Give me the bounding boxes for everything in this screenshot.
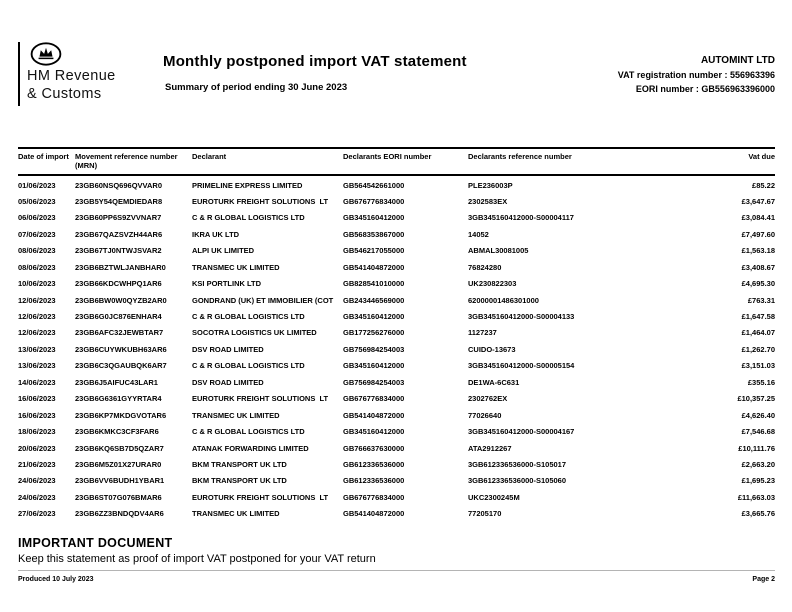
mrn-cell: 23GB67QAZSVZH44AR6 — [75, 229, 163, 239]
date-cell: 24/06/2023 — [18, 492, 56, 502]
table-row — [18, 357, 775, 373]
date-cell: 06/06/2023 — [18, 213, 56, 223]
table-body — [18, 176, 775, 521]
reference-cell: 62000001486301000 — [468, 295, 539, 305]
declarant-cell: EUROTURK FREIGHT SOLUTIONS LT — [192, 394, 329, 404]
date-cell: 21/06/2023 — [18, 459, 56, 469]
declarant-cell: TRANSMEC UK LIMITED — [192, 509, 280, 519]
declarant-cell: EUROTURK FREIGHT SOLUTIONS LT — [192, 196, 329, 206]
mrn-cell: 23GB6BW0W0QYZB2AR0 — [75, 295, 167, 305]
date-cell: 20/06/2023 — [18, 443, 56, 453]
reference-cell: 3GB345160412000-S00004167 — [468, 427, 575, 437]
eori-cell: GB564542661000 — [343, 180, 405, 190]
keep-statement-text: Keep this statement as proof of import VAT postponed for your VAT return — [18, 553, 376, 565]
vat-due-cell: £3,647.67 — [741, 196, 775, 206]
vat-due-cell: £3,408.67 — [741, 262, 775, 272]
declarant-cell: KSI PORTLINK LTD — [192, 279, 262, 289]
hmrc-logo — [18, 41, 148, 107]
mrn-cell: 23GB6VV6BUDH1YBAR1 — [75, 476, 165, 486]
date-cell: 12/06/2023 — [18, 312, 56, 321]
declarant-cell: BKM TRANSPORT UK LTD — [192, 476, 287, 486]
table-row — [18, 308, 775, 324]
mrn-cell: 23GB66KDCWHPQ1AR6 — [75, 279, 162, 289]
declarant-cell: TRANSMEC UK LIMITED — [192, 410, 280, 420]
date-cell: 01/06/2023 — [18, 180, 56, 190]
company-name: AUTOMINT LTD — [700, 55, 775, 66]
reference-cell: 77205170 — [468, 509, 502, 519]
eori-number: EORI number : GB556963396000 — [635, 84, 775, 94]
date-cell: 16/06/2023 — [18, 394, 56, 404]
vat-due-cell: £1,464.07 — [741, 328, 775, 338]
date-cell: 14/06/2023 — [18, 377, 56, 387]
date-cell: 24/06/2023 — [18, 476, 56, 486]
reference-cell: 76824280 — [468, 262, 502, 272]
eori-cell: GB546217055000 — [343, 246, 405, 256]
table-row — [18, 291, 775, 307]
declarant-cell: BKM TRANSPORT UK LTD — [192, 459, 287, 469]
date-cell: 05/06/2023 — [18, 196, 56, 206]
statement-table — [18, 147, 775, 521]
eori-cell: GB676776834000 — [343, 196, 405, 206]
crown-icon — [29, 41, 63, 67]
logo-text-line2: & Customs — [27, 85, 102, 102]
vat-due-cell: £355.16 — [747, 377, 775, 387]
declarant-cell: C & R GLOBAL LOGISTICS LTD — [192, 361, 305, 371]
eori-cell: GB541404872000 — [343, 262, 405, 272]
table-row — [18, 209, 775, 225]
column-header-mrn: Movement reference number (MRN) — [75, 152, 178, 170]
reference-cell: UKC2300245M — [468, 492, 520, 502]
vat-due-cell: £4,626.40 — [741, 410, 775, 420]
column-header-vat-due: Vat due — [748, 152, 775, 161]
table-row — [18, 488, 775, 504]
reference-cell: 14052 — [468, 229, 489, 239]
date-cell: 10/06/2023 — [18, 279, 56, 289]
mrn-cell: 23GB6BZTWLJANBHAR0 — [75, 262, 166, 272]
mrn-cell: 23GB60PP6S9ZVVNAR7 — [75, 213, 162, 223]
declarant-cell: C & R GLOBAL LOGISTICS LTD — [192, 427, 305, 437]
declarant-cell: C & R GLOBAL LOGISTICS LTD — [192, 312, 305, 321]
reference-cell: 1127237 — [468, 328, 497, 338]
vat-due-cell: £7,546.68 — [741, 427, 775, 437]
eori-cell: GB177256276000 — [343, 328, 405, 338]
vat-due-cell: £1,563.18 — [741, 246, 775, 256]
table-row — [18, 275, 775, 291]
table-header-row — [18, 147, 775, 176]
vat-due-cell: £3,665.76 — [741, 509, 775, 519]
eori-cell: GB612336536000 — [343, 459, 405, 469]
eori-cell: GB676776834000 — [343, 394, 405, 404]
table-row — [18, 225, 775, 241]
declarant-cell: IKRA UK LTD — [192, 229, 240, 239]
page-title: Monthly postponed import VAT statement — [163, 53, 467, 70]
mrn-cell: 23GB6M5Z01X27URAR0 — [75, 459, 162, 469]
mrn-cell: 23GB6ST07G076BMAR6 — [75, 492, 162, 502]
vat-due-cell: £3,084.41 — [741, 213, 775, 223]
logo-divider-bar — [18, 42, 20, 106]
eori-cell: GB345160412000 — [343, 361, 405, 371]
mrn-cell: 23GB6C3QGAUBQK6AR7 — [75, 361, 167, 371]
reference-cell: DE1WA-6C631 — [468, 377, 520, 387]
column-header-eori: Declarants EORI number — [343, 152, 432, 161]
vat-due-cell: £10,357.25 — [737, 394, 775, 404]
table-row — [18, 258, 775, 274]
date-cell: 16/06/2023 — [18, 410, 56, 420]
reference-cell: 3GB345160412000-S00004133 — [468, 312, 575, 321]
table-row — [18, 324, 775, 340]
mrn-cell: 23GB6AFC32JEWBTAR7 — [75, 328, 164, 338]
declarant-cell: DSV ROAD LIMITED — [192, 344, 264, 354]
vat-due-cell: £4,695.30 — [741, 279, 775, 289]
declarant-cell: C & R GLOBAL LOGISTICS LTD — [192, 213, 305, 223]
mrn-cell: 23GB67TJ0NTWJSVAR2 — [75, 246, 162, 256]
mrn-cell: 23GB6KP7MKDGVOTAR6 — [75, 410, 167, 420]
eori-cell: GB828541010000 — [343, 279, 405, 289]
mrn-cell: 23GB6G6361GYYRTAR4 — [75, 394, 162, 404]
mrn-cell: 23GB60NSQ696QVVAR0 — [75, 180, 162, 190]
eori-cell: GB345160412000 — [343, 213, 405, 223]
vat-due-cell: £763.31 — [747, 295, 775, 305]
mrn-cell: 23GB6ZZ3BNDQDV4AR6 — [75, 509, 164, 519]
mrn-cell: 23GB6J5AIFUC43LAR1 — [75, 377, 158, 387]
table-row — [18, 439, 775, 455]
eori-cell: GB568353867000 — [343, 229, 405, 239]
date-cell: 12/06/2023 — [18, 328, 56, 338]
declarant-cell: SOCOTRA LOGISTICS UK LIMITED — [192, 328, 317, 338]
period-subtitle: Summary of period ending 30 June 2023 — [165, 82, 348, 93]
mrn-cell: 23GB6KMKC3CF3FAR6 — [75, 427, 159, 437]
table-row — [18, 472, 775, 488]
table-row — [18, 176, 775, 192]
important-document-heading: IMPORTANT DOCUMENT — [18, 536, 173, 550]
column-header-declarant: Declarant — [192, 152, 227, 161]
table-row — [18, 373, 775, 389]
date-cell: 13/06/2023 — [18, 361, 56, 371]
date-cell: 27/06/2023 — [18, 509, 56, 519]
vat-due-cell: £7,497.60 — [741, 229, 775, 239]
mrn-cell: 23GB6CUYWKUBH63AR6 — [75, 344, 167, 354]
vat-registration-number: VAT registration number : 556963396 — [617, 70, 775, 80]
logo-text-line1: HM Revenue — [27, 68, 116, 84]
eori-cell: GB345160412000 — [343, 312, 405, 321]
table-row — [18, 390, 775, 406]
reference-cell: 77026640 — [468, 410, 502, 420]
column-header-reference: Declarants reference number — [468, 152, 572, 161]
eori-cell: GB541404872000 — [343, 410, 405, 420]
page-number: Page 2 — [752, 576, 775, 583]
reference-cell: UK230822303 — [468, 279, 517, 289]
declarant-cell: ALPI UK LIMITED — [192, 246, 255, 256]
table-row — [18, 242, 775, 258]
table-row — [18, 192, 775, 208]
declarant-cell: DSV ROAD LIMITED — [192, 377, 264, 387]
eori-cell: GB676776834000 — [343, 492, 405, 502]
eori-cell: GB243446569000 — [343, 295, 405, 305]
table-row — [18, 340, 775, 356]
table-row — [18, 423, 775, 439]
reference-cell: 3GB345160412000-S00004117 — [468, 213, 574, 223]
reference-cell: 3GB612336536000-S105017 — [468, 459, 567, 469]
registration-block — [618, 55, 775, 98]
reference-cell: 2302762EX — [468, 394, 508, 404]
reference-cell: 2302583EX — [468, 196, 508, 206]
vat-due-cell: £2,663.20 — [741, 459, 775, 469]
eori-cell: GB756984254003 — [343, 344, 405, 354]
eori-cell: GB345160412000 — [343, 427, 405, 437]
vat-due-cell: £1,647.58 — [741, 312, 775, 321]
mrn-cell: 23GB5Y54QEMDIEDAR8 — [75, 196, 163, 206]
reference-cell: PLE236003P — [468, 180, 513, 190]
vat-due-cell: £1,262.70 — [741, 344, 775, 354]
vat-due-cell: £11,663.03 — [737, 492, 775, 502]
eori-cell: GB756984254003 — [343, 377, 405, 387]
declarant-cell: ATANAK FORWARDING LIMITED — [192, 443, 309, 453]
declarant-cell: EUROTURK FREIGHT SOLUTIONS LT — [192, 492, 329, 502]
reference-cell: 3GB345160412000-S00005154 — [468, 361, 575, 371]
declarant-cell: TRANSMEC UK LIMITED — [192, 262, 280, 272]
date-cell: 08/06/2023 — [18, 246, 56, 256]
date-cell: 07/06/2023 — [18, 229, 56, 239]
vat-due-cell: £3,151.03 — [741, 361, 775, 371]
table-row — [18, 455, 775, 471]
column-header-date: Date of import — [18, 152, 69, 161]
date-cell: 12/06/2023 — [18, 295, 56, 305]
vat-due-cell: £85.22 — [752, 180, 775, 190]
eori-cell: GB612336536000 — [343, 476, 405, 486]
eori-cell: GB541404872000 — [343, 509, 405, 519]
mrn-cell: 23GB6KQ6SB7D5QZAR7 — [75, 443, 164, 453]
reference-cell: ABMAL30081005 — [468, 246, 529, 256]
table-row — [18, 505, 775, 521]
date-cell: 08/06/2023 — [18, 262, 56, 272]
reference-cell: CUIDO-13673 — [468, 344, 516, 354]
declarant-cell: PRIMELINE EXPRESS LIMITED — [192, 180, 303, 190]
date-cell: 18/06/2023 — [18, 427, 56, 437]
produced-date: Produced 10 July 2023 — [18, 576, 94, 583]
eori-cell: GB766637630000 — [343, 443, 405, 453]
footer-divider — [18, 570, 775, 571]
reference-cell: ATA2912267 — [468, 443, 512, 453]
mrn-cell: 23GB6G0JC876ENHAR4 — [75, 312, 162, 321]
vat-due-cell: £1,695.23 — [741, 476, 775, 486]
reference-cell: 3GB612336536000-S105060 — [468, 476, 567, 486]
vat-due-cell: £10,111.76 — [738, 443, 775, 453]
declarant-cell: GONDRAND (UK) ET IMMOBILIER (COT — [192, 295, 334, 305]
date-cell: 13/06/2023 — [18, 344, 56, 354]
table-row — [18, 406, 775, 422]
